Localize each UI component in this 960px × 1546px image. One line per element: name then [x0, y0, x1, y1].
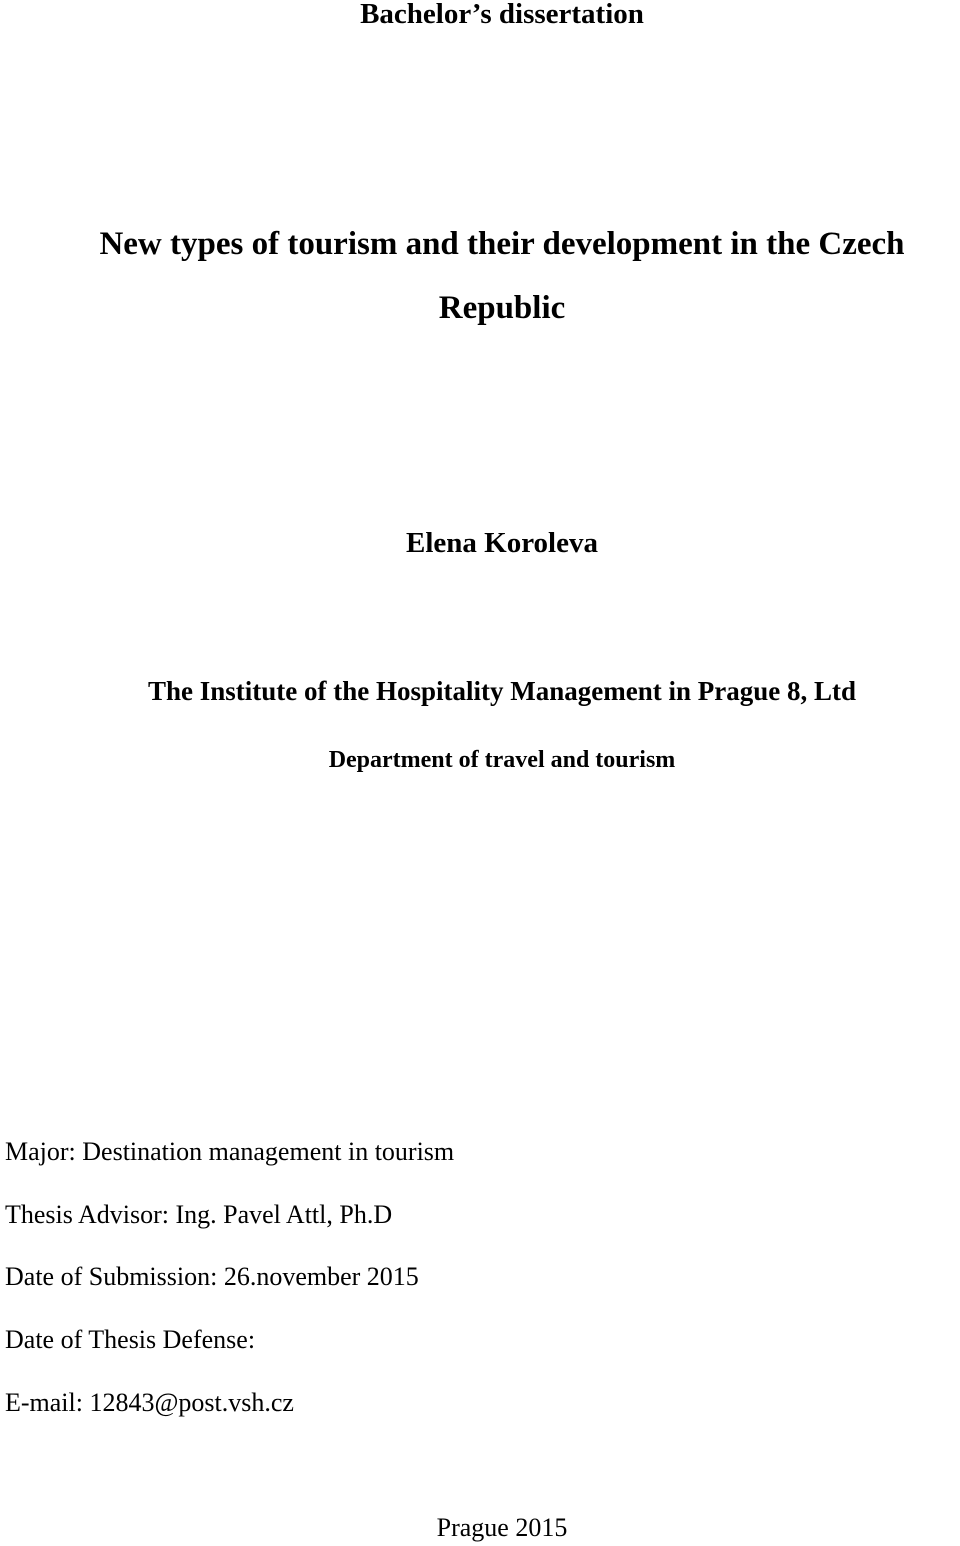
defense-date-line: Date of Thesis Defense: — [5, 1325, 256, 1354]
department-name: Department of travel and tourism — [328, 747, 676, 773]
author-name: Elena Koroleva — [406, 527, 598, 559]
document-type-label: Bachelor’s dissertation — [360, 0, 644, 30]
title-line-1: New types of tourism and their development in the Czech — [99, 226, 905, 262]
major-line: Major: Destination management in tourism — [5, 1137, 455, 1166]
title-line-2: Republic — [438, 290, 566, 326]
institute-name: The Institute of the Hospitality Management in Prague 8, Ltd — [148, 676, 856, 706]
advisor-line: Thesis Advisor: Ing. Pavel Attl, Ph.D — [5, 1200, 393, 1229]
email-line: E-mail: 12843@post.vsh.cz — [5, 1388, 294, 1417]
place-and-year: Prague 2015 — [436, 1513, 568, 1542]
submission-date-line: Date of Submission: 26.november 2015 — [5, 1262, 419, 1291]
